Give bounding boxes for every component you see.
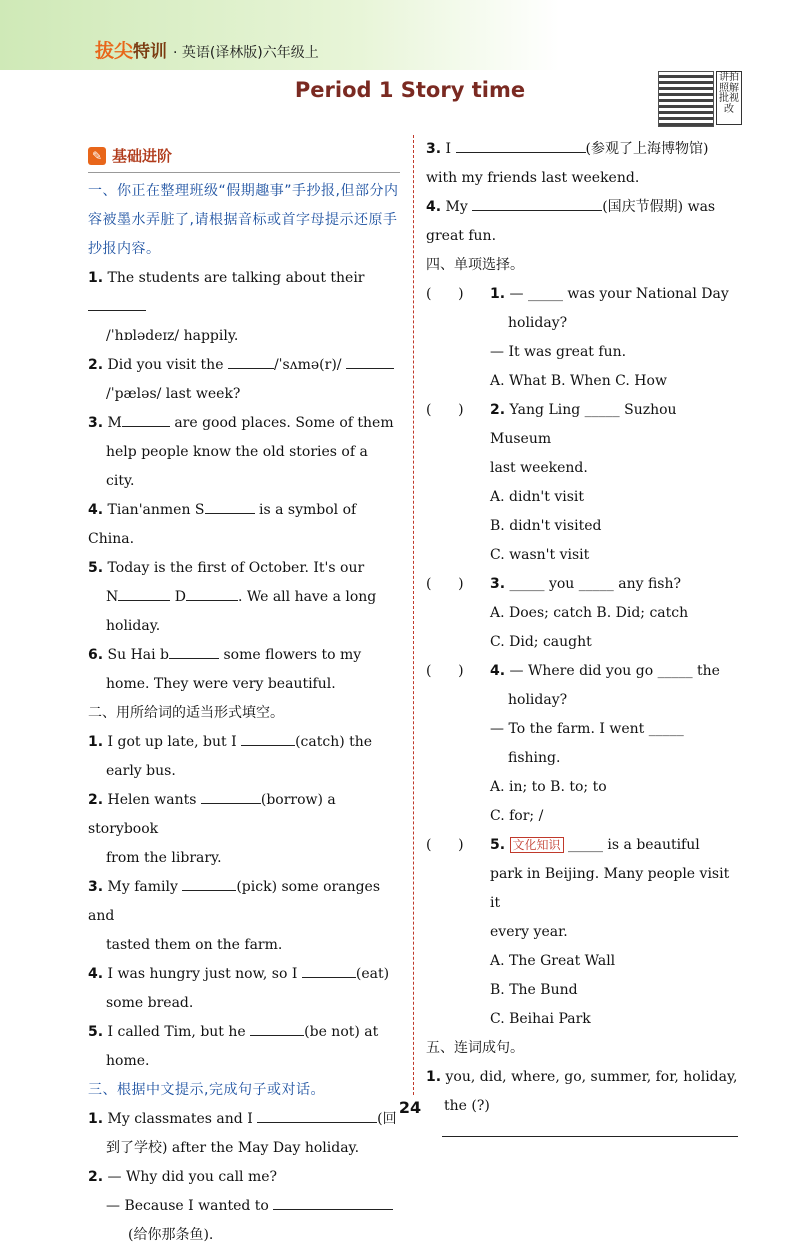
item-text: — To the farm. I went _____: [490, 721, 684, 737]
item-text: from the library.: [106, 850, 222, 866]
item-text: N: [106, 589, 119, 605]
item-text: — Where did you go _____ the: [509, 663, 720, 679]
list-item: [426, 193, 742, 251]
page-title: Period 1 Story time: [294, 78, 526, 102]
item-text: (国庆节假期) was: [602, 199, 716, 215]
item-number: 4.: [88, 966, 104, 982]
item-text: My: [445, 199, 468, 215]
item-text: help people know the old stories of a city.: [106, 444, 368, 489]
item-text: I called Tim, but he: [107, 1024, 246, 1040]
list-item: [88, 873, 400, 960]
item-text: I: [445, 141, 452, 157]
item-number: 1.: [88, 1111, 104, 1127]
item-number: 4.: [88, 502, 104, 518]
item-text: — Because I wanted to: [106, 1198, 269, 1214]
answer-blank[interactable]: [346, 352, 394, 369]
list-item: [88, 786, 400, 873]
item-number: 5.: [88, 1024, 104, 1040]
item-text: /ˈpæləs/ last week?: [106, 386, 241, 402]
answer-bracket[interactable]: ( ): [426, 837, 464, 853]
item-text: My classmates and I: [107, 1111, 253, 1127]
item-text: (给你那条鱼).: [128, 1227, 214, 1243]
answer-blank[interactable]: [228, 352, 274, 369]
qr-label: 讲拍照解批视改: [716, 71, 742, 125]
mc-option: C. wasn't visit: [490, 547, 590, 563]
item-number: 3.: [426, 141, 442, 157]
mc-option: C. Did; caught: [490, 634, 592, 650]
page-number: 24: [398, 1098, 422, 1117]
item-text: Helen wants: [107, 792, 197, 808]
mc-option: B. didn't visited: [490, 518, 602, 534]
answer-blank[interactable]: [169, 642, 219, 659]
mc-option: C. for; /: [490, 808, 544, 824]
right-column: [426, 135, 742, 1137]
item-text: last weekend.: [490, 460, 588, 476]
list-item: [88, 351, 400, 409]
item-text: (be not) at: [304, 1024, 379, 1040]
item-text: I got up late, but I: [107, 734, 237, 750]
answer-bracket[interactable]: ( ): [426, 663, 464, 679]
brand-part2: 特训: [133, 42, 168, 62]
item-text: _____ is a beautiful: [567, 837, 700, 853]
part4-instruction: 四、单项选择。: [426, 257, 524, 273]
answer-blank[interactable]: [118, 584, 170, 601]
item-text: — Why did you call me?: [107, 1169, 278, 1185]
list-item: [88, 960, 400, 1018]
item-text: (参观了上海博物馆): [585, 141, 709, 157]
item-number: 4.: [490, 663, 506, 679]
mc-question: [426, 396, 742, 570]
item-text: some bread.: [106, 995, 194, 1011]
answer-blank[interactable]: [201, 787, 261, 804]
list-item: [88, 409, 400, 496]
mc-option: B. The Bund: [490, 982, 578, 998]
item-text: Yang Ling _____ Suzhou Museum: [490, 402, 677, 447]
list-item: [88, 1163, 400, 1250]
left-column: [88, 140, 400, 1250]
item-number: 2.: [88, 1169, 104, 1185]
answer-blank[interactable]: [122, 410, 170, 427]
item-text: (borrow) a storybook: [88, 792, 336, 837]
item-text: every year.: [490, 924, 568, 940]
answer-blank[interactable]: [250, 1019, 304, 1036]
answer-blank[interactable]: [456, 136, 586, 153]
mc-options: A. What B. When C. How: [490, 373, 667, 389]
item-text: Tian'anmen S: [107, 502, 205, 518]
item-number: 1.: [490, 286, 506, 302]
item-text: D: [174, 589, 186, 605]
item-number: 2.: [88, 357, 104, 373]
brand-subtitle: · 英语(译林版)六年级上: [172, 45, 319, 61]
item-text: Su Hai b: [107, 647, 170, 663]
brand-part1: 拔尖: [95, 40, 134, 62]
answer-blank[interactable]: [241, 729, 295, 746]
item-number: 2.: [490, 402, 506, 418]
list-item: [88, 641, 400, 699]
column-divider: [413, 135, 414, 1095]
item-text: is a symbol of China.: [88, 502, 357, 547]
item-number: 3.: [88, 879, 104, 895]
mc-options: A. in; to B. to; to: [490, 779, 607, 795]
item-number: 3.: [490, 576, 506, 592]
mc-option: A. The Great Wall: [490, 953, 616, 969]
item-text: early bus.: [106, 763, 176, 779]
item-text: some flowers to my: [223, 647, 362, 663]
mc-option: A. didn't visit: [490, 489, 585, 505]
list-item: [88, 496, 400, 554]
item-number: 1.: [88, 734, 104, 750]
part2-instruction: 二、用所给词的适当形式填空。: [88, 705, 284, 721]
item-text: tasted them on the farm.: [106, 937, 283, 953]
mc-question: [426, 657, 742, 831]
answer-bracket[interactable]: ( ): [426, 576, 464, 592]
item-number: 5.: [490, 837, 506, 853]
item-text: My family: [107, 879, 178, 895]
item-number: 4.: [426, 199, 442, 215]
item-text: park in Beijing. Many people visit it: [490, 866, 730, 911]
answer-blank[interactable]: [302, 961, 356, 978]
answer-line[interactable]: [442, 1135, 738, 1137]
part3-instruction: 三、根据中文提示,完成句子或对话。: [88, 1082, 325, 1098]
pencil-icon: ✎: [88, 147, 106, 165]
item-text: great fun.: [426, 228, 497, 244]
item-text: Did you visit the: [107, 357, 224, 373]
list-item: [88, 1018, 400, 1076]
mc-question: [426, 570, 742, 657]
list-item: [426, 135, 742, 193]
qr-code-icon: [658, 71, 714, 127]
item-number: 2.: [88, 792, 104, 808]
section-title: 基础进阶: [112, 146, 173, 165]
item-text: (回: [377, 1111, 397, 1127]
mc-question: [426, 831, 742, 1034]
item-number: 1.: [426, 1069, 442, 1085]
item-text: M: [107, 415, 122, 431]
item-number: 5.: [88, 560, 104, 576]
item-text: (catch) the: [295, 734, 373, 750]
item-text: with my friends last weekend.: [426, 170, 640, 186]
item-text: holiday?: [508, 692, 568, 708]
mc-options: A. Does; catch B. Did; catch: [490, 605, 689, 621]
item-text: the (?): [444, 1098, 490, 1114]
part1-instruction: 一、你正在整理班级“假期趣事”手抄报,但部分内容被墨水弄脏了,请根据音标或首字母提示还原手抄报内容。: [88, 183, 399, 257]
item-text: The students are talking about their: [107, 270, 365, 286]
item-text: 到了学校) after the May Day holiday.: [106, 1140, 360, 1156]
part5-instruction: 五、连词成句。: [426, 1040, 524, 1056]
answer-blank[interactable]: [472, 194, 602, 211]
item-text: /ˈsʌmə(r)/: [273, 357, 342, 373]
item-text: home. They were very beautiful.: [106, 676, 336, 692]
item-number: 1.: [88, 270, 104, 286]
answer-blank[interactable]: [88, 294, 146, 311]
section-header: [88, 140, 400, 173]
answer-blank[interactable]: [205, 497, 255, 514]
item-number: 3.: [88, 415, 104, 431]
item-text: — _____ was your National Day: [509, 286, 729, 302]
mc-question: [426, 280, 742, 396]
list-item: [88, 264, 400, 351]
item-text: holiday.: [106, 618, 161, 634]
item-text: _____ you _____ any fish?: [509, 576, 681, 592]
answer-blank[interactable]: [182, 874, 236, 891]
item-text: (pick) some oranges and: [88, 879, 381, 924]
culture-tag: 文化知识: [510, 837, 564, 853]
item-text: — It was great fun.: [490, 344, 627, 360]
mc-option: C. Beihai Park: [490, 1011, 591, 1027]
item-text: holiday?: [508, 315, 568, 331]
item-text: you, did, where, go, summer, for, holiday,: [445, 1069, 738, 1085]
answer-blank[interactable]: [273, 1193, 393, 1210]
item-text: fishing.: [508, 750, 561, 766]
list-item: [88, 728, 400, 786]
item-number: 6.: [88, 647, 104, 663]
item-text: I was hungry just now, so I: [107, 966, 298, 982]
brand: [95, 36, 319, 63]
answer-blank[interactable]: [186, 584, 238, 601]
item-text: /ˈhɒlədeɪz/ happily.: [106, 328, 239, 344]
answer-bracket[interactable]: ( ): [426, 402, 464, 418]
item-text: are good places. Some of them: [174, 415, 394, 431]
item-text: home.: [106, 1053, 150, 1069]
item-text: . We all have a long: [237, 589, 377, 605]
answer-bracket[interactable]: ( ): [426, 286, 464, 302]
item-text: Today is the first of October. It's our: [107, 560, 365, 576]
list-item: [88, 554, 400, 641]
item-text: (eat): [355, 966, 390, 982]
